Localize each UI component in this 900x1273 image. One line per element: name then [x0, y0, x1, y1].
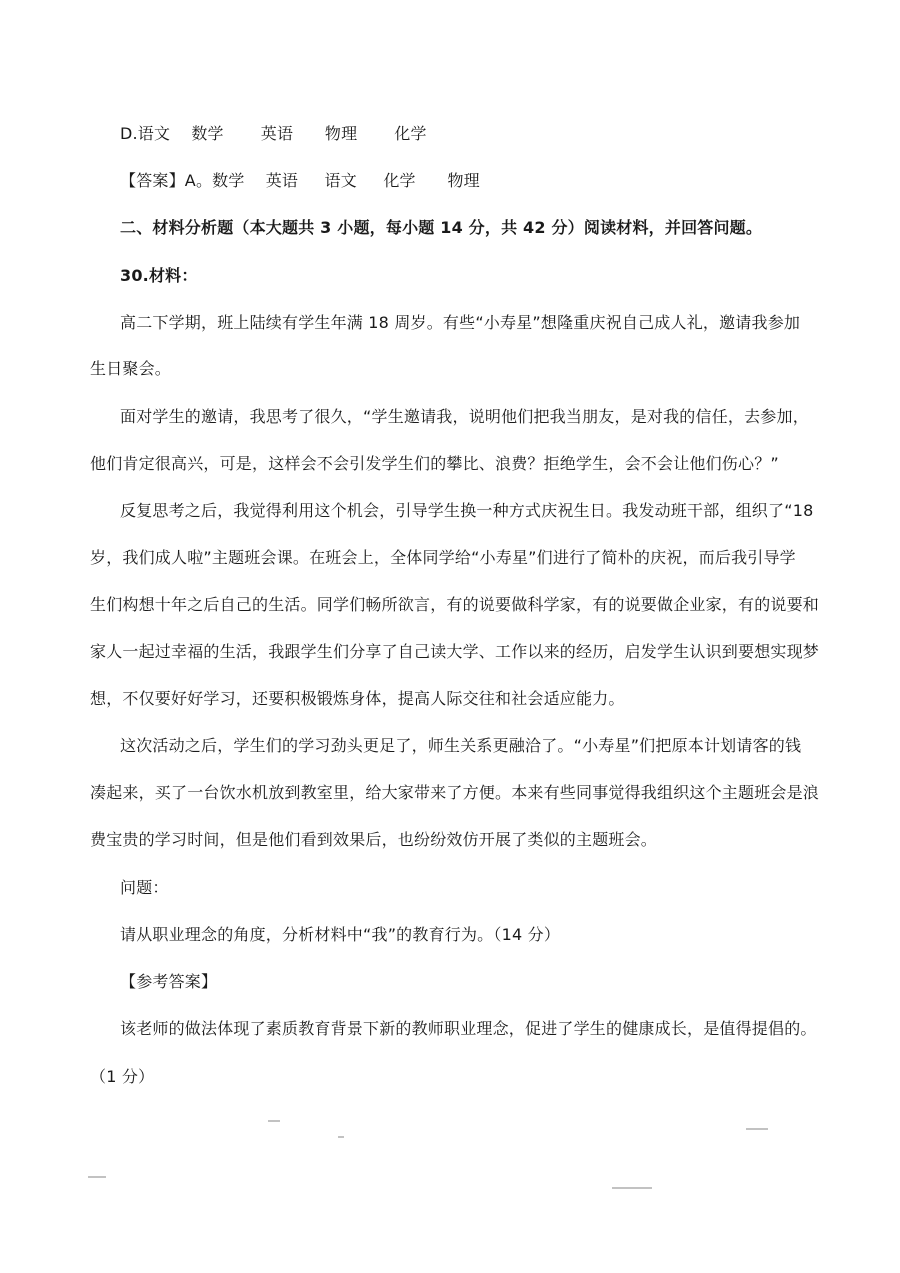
scan-mark [88, 1176, 106, 1178]
material-paragraph-3-line-1: 反复思考之后，我觉得利用这个机会，引导学生换一种方式庆祝生日。我发动班干部，组织了“18 [120, 501, 814, 520]
scan-mark [612, 1187, 652, 1189]
question-label: 问题： [120, 878, 169, 897]
material-paragraph-3-line-4: 家人一起过幸福的生活，我跟学生们分享了自己读大学、工作以来的经历，启发学生认识到要想实现梦 [90, 642, 820, 661]
section-heading: 二、材料分析题（本大题共 3 小题，每小题 14 分，共 42 分）阅读材料，并回答问题。 [120, 218, 763, 237]
material-paragraph-1-line-1: 高二下学期，班上陆续有学生年满 18 周岁。有些“小寿星”想隆重庆祝自己成人礼，邀请我参加 [120, 313, 801, 332]
question-number: 30.材料： [120, 266, 198, 285]
material-paragraph-3-line-3: 生们构想十年之后自己的生活。同学们畅所欲言，有的说要做科学家，有的说要做企业家，有的说要和 [90, 595, 820, 614]
material-paragraph-4-line-3: 费宝贵的学习时间，但是他们看到效果后，也纷纷效仿开展了类似的主题班会。 [90, 830, 658, 849]
material-paragraph-3-line-5: 想，不仅要好好学习，还要积极锻炼身体，提高人际交往和社会适应能力。 [90, 689, 625, 708]
answer-line: 【答案】A。数学 英语 语文 化学 物理 [120, 171, 480, 190]
material-paragraph-4-line-2: 凑起来，买了一台饮水机放到教室里，给大家带来了方便。本来有些同事觉得我组织这个主题班会是浪 [90, 783, 820, 802]
reference-answer-line-1: 该老师的做法体现了素质教育背景下新的教师职业理念，促进了学生的健康成长，是值得提倡的。 [120, 1019, 817, 1038]
material-paragraph-4-line-1: 这次活动之后，学生们的学习劲头更足了，师生关系更融洽了。“小寿星”们把原本计划请客的钱 [120, 736, 802, 755]
material-paragraph-3-line-2: 岁，我们成人啦”主题班会课。在班会上，全体同学给“小寿星”们进行了简朴的庆祝，而后我引导学 [90, 548, 796, 567]
reference-answer-line-2: （1 分） [90, 1067, 155, 1086]
scan-mark [338, 1136, 344, 1138]
option-d: D.语文 数学 英语 物理 化学 [120, 124, 427, 143]
material-paragraph-1-line-2: 生日聚会。 [90, 359, 172, 378]
scan-mark [746, 1128, 768, 1130]
reference-answer-heading: 【参考答案】 [120, 972, 218, 991]
question-text: 请从职业理念的角度，分析材料中“我”的教育行为。（14 分） [120, 925, 561, 944]
material-paragraph-2-line-2: 他们肯定很高兴，可是，这样会不会引发学生们的攀比、浪费？拒绝学生，会不会让他们伤心？” [90, 454, 779, 473]
material-paragraph-2-line-1: 面对学生的邀请，我思考了很久，“学生邀请我，说明他们把我当朋友，是对我的信任，去参加， [120, 407, 809, 426]
scan-mark [268, 1120, 280, 1122]
